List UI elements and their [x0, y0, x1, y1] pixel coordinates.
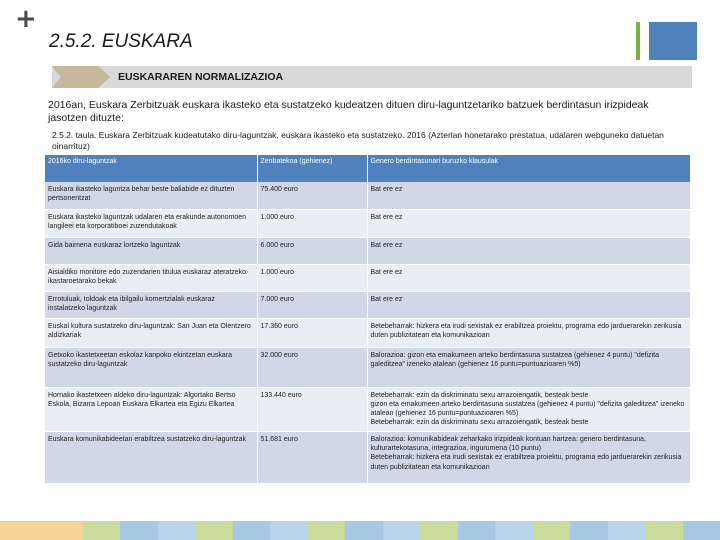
accent-bar — [636, 22, 640, 60]
clauses-cell: Bat ere ez — [367, 237, 690, 264]
footer-strip-segment — [233, 521, 271, 540]
footer-strip-segment — [683, 521, 720, 540]
grants-table — [45, 155, 691, 484]
page-title: 2.5.2. EUSKARA — [49, 31, 193, 52]
grant-name-cell: Euskal kultura sustatzeko diru-laguntzak: San Juan eta Olentzero aldizkariak — [45, 318, 257, 347]
table-row — [45, 209, 690, 237]
table-row — [45, 318, 690, 347]
footer-strip-segment — [308, 521, 346, 540]
clauses-cell: Bat ere ez — [367, 264, 690, 291]
table-row — [45, 387, 690, 431]
amount-cell: 17.360 euro — [257, 318, 367, 347]
table-row — [45, 237, 690, 264]
grant-name-cell: Euskara ikasteko laguntza behar beste baliabide ez dituzten pertsonentzat — [45, 182, 257, 209]
clauses-cell: Balorazioa: komunikabideak zeharkako irizpideak kontuan hartzea: genero berdintasuna, kulturartekotasuna, integrazioa, ingurumena (10 puntu) Betebeharrak: hizkera eta irudi sexistak ez erabiltzea proiektu, programa edo jarduerarekin zerikusia duten publizitatean eta komunikazioan — [367, 431, 690, 483]
clauses-cell: Betebeharrak: ezin da diskriminatu sexu arrazoiengatik, besteak beste gizon eta emakumeen arteko berdintasuna sustatzea (gehienez 4 puntu) "defizita galeditzea" izeneko atalean (gehienez 16 puntu=puntuazioaren %5) Betebeharrak: ezin da diskriminatu sexu arrazoiengatik, besteak beste — [367, 387, 690, 431]
column-header-clauses: Genero berdintasunari buruzko klausulak — [367, 155, 690, 182]
footer-strip-segment — [383, 521, 421, 540]
footer-color-strip — [0, 521, 720, 540]
footer-strip-segment — [458, 521, 496, 540]
table-row — [45, 264, 690, 291]
footer-strip-segment — [608, 521, 646, 540]
grant-name-cell: Aisialdiko monitore edo zuzendarien titulua euskaraz ateratzeko ikastaroetarako bekak — [45, 264, 257, 291]
grant-name-cell: Euskara komunikabideetan erabiltzea sustatzeko diru-laguntzak — [45, 431, 257, 483]
column-header-amount: Zenbatekoa (gehienez) — [257, 155, 367, 182]
clauses-cell: Betebeharrak: hizkera eta irudi sexistak ez erabiltzea proiektu, programa edo jarduerarekin zerikusia duten publizitatean eta komunikazioan — [367, 318, 690, 347]
amount-cell: 32.000 euro — [257, 347, 367, 387]
footer-strip-segment — [645, 521, 683, 540]
footer-strip-segment — [270, 521, 308, 540]
footer-strip-segment — [0, 521, 83, 540]
table-row — [45, 291, 690, 318]
footer-strip-segment — [345, 521, 383, 540]
footer-strip-segment — [495, 521, 533, 540]
grant-name-cell: Getxoko ikastetxeetan eskolaz kanpoko ekintzetan euskara sustatzeko diru-laguntzak — [45, 347, 257, 387]
amount-cell: 1.000 euro — [257, 209, 367, 237]
footer-strip-segment — [195, 521, 233, 540]
table-row — [45, 182, 690, 209]
footer-strip-segment — [83, 521, 121, 540]
amount-cell: 1.000 euro — [257, 264, 367, 291]
footer-strip-segment — [533, 521, 571, 540]
amount-cell: 75.400 euro — [257, 182, 367, 209]
intro-paragraph: 2016an, Euskara Zerbitzuak euskara ikasteko eta sustatzeko kudeatzen dituen diru-laguntzetariko batzuek berdintasun irizpideak jasotzen dituzte: — [48, 99, 649, 124]
clauses-cell: Bat ere ez — [367, 182, 690, 209]
clauses-cell: Balorazioa: gizon eta emakumeen arteko berdintasuna sustatzea (gehienez 4 puntu) "defizita galeditzea" izeneko atalean (gehienez 16 puntu=puntuazioaren %5) — [367, 347, 690, 387]
grant-name-cell: Errotuluak, toldoak eta ibilgailu komertzialak euskaraz instalatzeko laguntzak — [45, 291, 257, 318]
footer-strip-segment — [420, 521, 458, 540]
grant-name-cell: Gida baimena euskaraz lortzeko laguntzak — [45, 237, 257, 264]
plus-icon: + — [15, 4, 37, 34]
table-row — [45, 347, 690, 387]
amount-cell: 6.000 euro — [257, 237, 367, 264]
amount-cell: 7.000 euro — [257, 291, 367, 318]
chevron-icon — [52, 66, 110, 88]
table-row — [45, 431, 690, 483]
clauses-cell: Bat ere ez — [367, 291, 690, 318]
accent-square — [649, 22, 697, 60]
column-header-grant: 2016ko diru-laguntzak — [45, 155, 257, 182]
grant-name-cell: Hornako ikastetxeen aldeko diru-laguntzak: Algortako Bertso Eskola, Bizarra Lepoan Euskara Elkartea eta Egizu Elkartea — [45, 387, 257, 431]
amount-cell: 51.681 euro — [257, 431, 367, 483]
table-header-row — [45, 155, 690, 182]
amount-cell: 133.440 euro — [257, 387, 367, 431]
footer-strip-segment — [120, 521, 158, 540]
table-caption: 2.5.2. taula. Euskara Zerbitzuak kudeatutako diru-laguntzak, euskara ikasteko eta sustatzeko. 2016 (Azterlan honetarako prestatua, udalaren webguneko datuetan oinarrituz) — [52, 130, 664, 151]
section-banner-title: EUSKARAREN NORMALIZAZIOA — [118, 71, 284, 83]
footer-strip-segment — [570, 521, 608, 540]
grant-name-cell: Euskara ikasteko laguntzak udalaren eta erakunde autonomoen langileei eta korporatiboei zuzendutakoak — [45, 209, 257, 237]
clauses-cell: Bat ere ez — [367, 209, 690, 237]
footer-strip-segment — [158, 521, 196, 540]
